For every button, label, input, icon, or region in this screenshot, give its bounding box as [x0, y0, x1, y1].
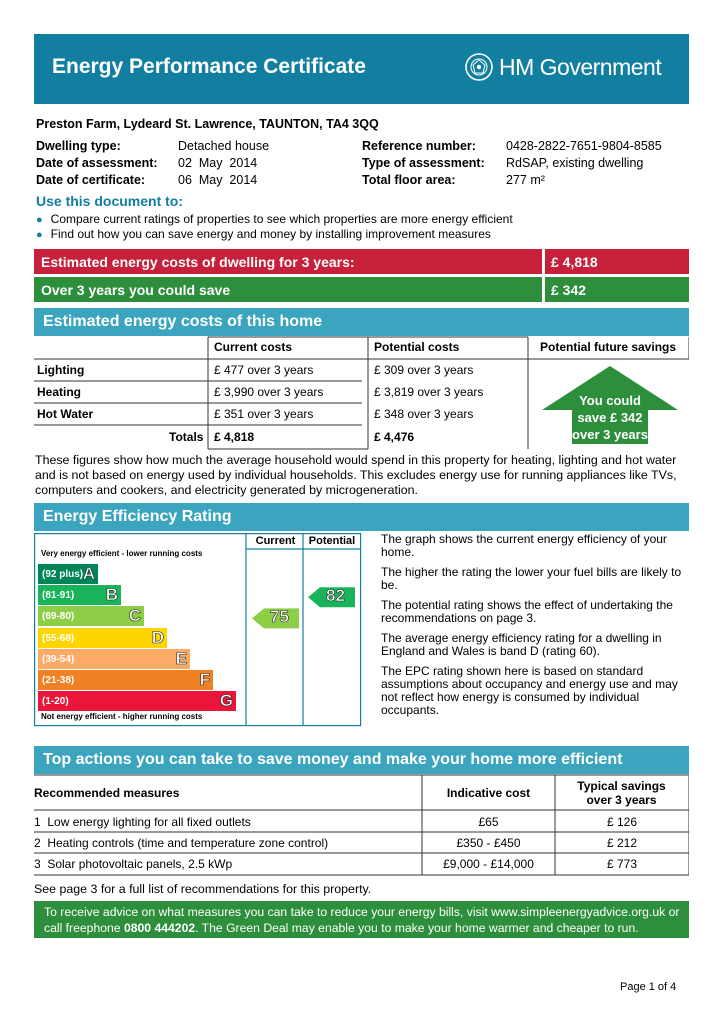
totals-potential: £ 4,476 [374, 430, 415, 444]
page-number: Page 1 of 4 [620, 981, 677, 993]
totals-label: Totals [169, 430, 204, 444]
row-heating-current: £ 3,990 over 3 years [214, 385, 324, 399]
royal-crest-icon [464, 52, 494, 82]
rating-pointers [248, 553, 360, 725]
rating-band-f [38, 670, 213, 690]
band-range-label: (81-91) [42, 590, 75, 602]
date-assessment-label: Date of assessment: [36, 156, 158, 170]
government-label: HM Government [499, 54, 662, 80]
type-assessment-label: Type of assessment: [362, 156, 485, 170]
band-range-label: (69-80) [42, 611, 75, 623]
band-letter: A [82, 564, 95, 583]
rating-band-g [38, 691, 236, 711]
efficiency-section-header [34, 503, 689, 531]
bullet-dot-icon: ● [36, 214, 43, 226]
certificate-header [34, 34, 689, 104]
could-save-band [34, 277, 542, 302]
rating-band-d [38, 628, 167, 648]
rating-band-a [38, 564, 98, 584]
advice-text [44, 904, 684, 936]
row-heating-label: Heating [37, 385, 82, 399]
savings-line-1: You could [579, 393, 641, 408]
use-bullet-1 [36, 212, 513, 226]
current-column-header: Current [255, 535, 296, 547]
explanation-2: The higher the rating the lower your fuel bills are likely to be. [381, 565, 682, 592]
bullet-text: Compare current ratings of properties to see which properties are more energy efficient [50, 212, 513, 226]
measure-2-saving: £ 212 [606, 836, 638, 850]
dwelling-type-value: Detached house [178, 139, 270, 153]
property-address: Preston Farm, Lydeard St. Lawrence, TAUNTON, TA4 3QQ [36, 117, 379, 131]
header-recommended-measures: Recommended measures [34, 786, 180, 800]
use-bullet-2 [36, 227, 491, 241]
band-range-label: (1-20) [42, 696, 69, 708]
band-letter: G [219, 691, 233, 711]
dwelling-type-label: Dwelling type: [36, 139, 121, 153]
page-title: Energy Performance Certificate [52, 55, 366, 78]
costs-section-header [34, 308, 689, 336]
header-typical-savings: Typical savings over 3 years [577, 779, 666, 807]
use-document-heading: Use this document to: [36, 193, 184, 209]
row-hotwater-current: £ 351 over 3 years [214, 407, 314, 421]
efficiency-section-title: Energy Efficiency Rating [43, 508, 232, 525]
bullet-dot-icon: ● [36, 229, 43, 241]
floor-area-label: Total floor area: [362, 173, 456, 187]
could-save-value: £ 342 [551, 282, 587, 298]
row-hotwater-label: Hot Water [37, 407, 94, 421]
efficiency-chart [34, 533, 364, 728]
potential-rating-value: 82 [326, 586, 345, 606]
date-certificate-label: Date of certificate: [36, 173, 146, 187]
explanation-4: The average energy efficiency rating for a dwelling in England and Wales is band D (rating 60). [381, 631, 662, 658]
rating-band-e [38, 649, 190, 669]
measure-2: 2 Heating controls (time and temperature zone control) [34, 836, 329, 850]
savings-arrow-text [570, 392, 650, 443]
header-current-costs: Current costs [214, 340, 293, 354]
see-page-note: See page 3 for a full list of recommendations for this property. [34, 882, 372, 896]
reference-value: 0428-2822-7651-9804-8585 [506, 139, 662, 153]
rating-band-c [38, 606, 144, 626]
costs-note: These figures show how much the average household would spend in this property for heating, lighting and hot water and is not based on energy used by individual households. This excludes energy use for running appliances like TVs, computers and cookers, and electricity generated by microgeneration. [35, 453, 677, 497]
band-range-label: (92 plus) [42, 569, 84, 580]
reference-label: Reference number: [362, 139, 476, 153]
efficiency-explanations [381, 533, 686, 717]
row-lighting-label: Lighting [37, 363, 85, 377]
explanation-5: The EPC rating shown here is based on standard assumptions about occupancy and energy use and may not reflect how energy is consumed by individual occupants. [381, 664, 678, 717]
header-indicative-cost: Indicative cost [446, 786, 531, 800]
explanation-1: The graph shows the current energy efficiency of your home. [381, 532, 667, 559]
date-certificate-value: 06 May 2014 [178, 173, 258, 187]
band-range-label: (39-54) [42, 653, 75, 665]
actions-table [34, 774, 689, 876]
bullet-text: Find out how you can save energy and money by installing improvement measures [50, 227, 491, 241]
potential-column-header: Potential [308, 535, 356, 547]
estimated-costs-value-box [545, 249, 689, 274]
advice-banner [34, 901, 689, 938]
band-letter: D [151, 627, 164, 647]
current-rating-value: 75 [270, 607, 289, 627]
band-range-label: (21-38) [42, 675, 75, 686]
scale-bottom-label: Not energy efficient - higher running costs [41, 712, 203, 721]
savings-line-3: over 3 years [572, 427, 648, 442]
row-heating-potential: £ 3,819 over 3 years [374, 385, 484, 399]
row-lighting-current: £ 477 over 3 years [214, 363, 314, 377]
measure-3-cost: £9,000 - £14,000 [443, 857, 534, 871]
measure-3: 3 Solar photovoltaic panels, 2.5 kWp [34, 857, 233, 871]
measure-1-saving: £ 126 [606, 815, 638, 829]
could-save-label: Over 3 years you could save [41, 282, 231, 298]
floor-area-value: 277 m² [506, 173, 545, 187]
costs-section-title: Estimated energy costs of this home [43, 313, 323, 330]
band-letter: B [105, 585, 118, 605]
measure-3-saving: £ 773 [606, 857, 638, 871]
totals-current: £ 4,818 [214, 430, 255, 444]
costs-table [34, 336, 689, 450]
band-letter: E [175, 648, 187, 668]
actions-section-title: Top actions you can take to save money and make your home more efficient [43, 751, 623, 768]
explanation-3: The potential rating shows the effect of undertaking the recommendations on page 3. [381, 598, 673, 625]
estimated-costs-band [34, 249, 542, 274]
could-save-value-box [545, 277, 689, 302]
advice-text-part-2: . The Green Deal may enable you to make your home warmer and cheaper to run. [195, 921, 639, 935]
row-lighting-potential: £ 309 over 3 years [374, 363, 474, 377]
measure-1-cost: £65 [478, 815, 499, 829]
measure-1: 1 Low energy lighting for all fixed outlets [34, 815, 251, 829]
estimated-costs-label: Estimated energy costs of dwelling for 3 years: [41, 254, 355, 270]
band-range-label: (55-68) [42, 632, 75, 644]
scale-top-label: Very energy efficient - lower running costs [41, 549, 203, 558]
freephone-number: 0800 444202 [123, 921, 196, 935]
header-potential-savings: Potential future savings [540, 340, 677, 354]
band-letter: F [199, 670, 210, 689]
advice-text-part-1: To receive advice on what measures you can take to reduce your energy bills, visit www.simpleenergyadvice.org.uk or call freephone [44, 905, 680, 935]
measure-2-cost: £350 - £450 [456, 836, 521, 850]
savings-line-2: save £ 342 [577, 410, 643, 425]
estimated-costs-value: £ 4,818 [551, 254, 598, 270]
date-assessment-value: 02 May 2014 [178, 156, 258, 170]
band-letter: C [128, 606, 141, 626]
type-assessment-value: RdSAP, existing dwelling [506, 156, 644, 170]
row-hotwater-potential: £ 348 over 3 years [374, 407, 474, 421]
rating-band-b [38, 585, 121, 605]
header-potential-costs: Potential costs [374, 340, 460, 354]
actions-section-header [34, 746, 689, 774]
